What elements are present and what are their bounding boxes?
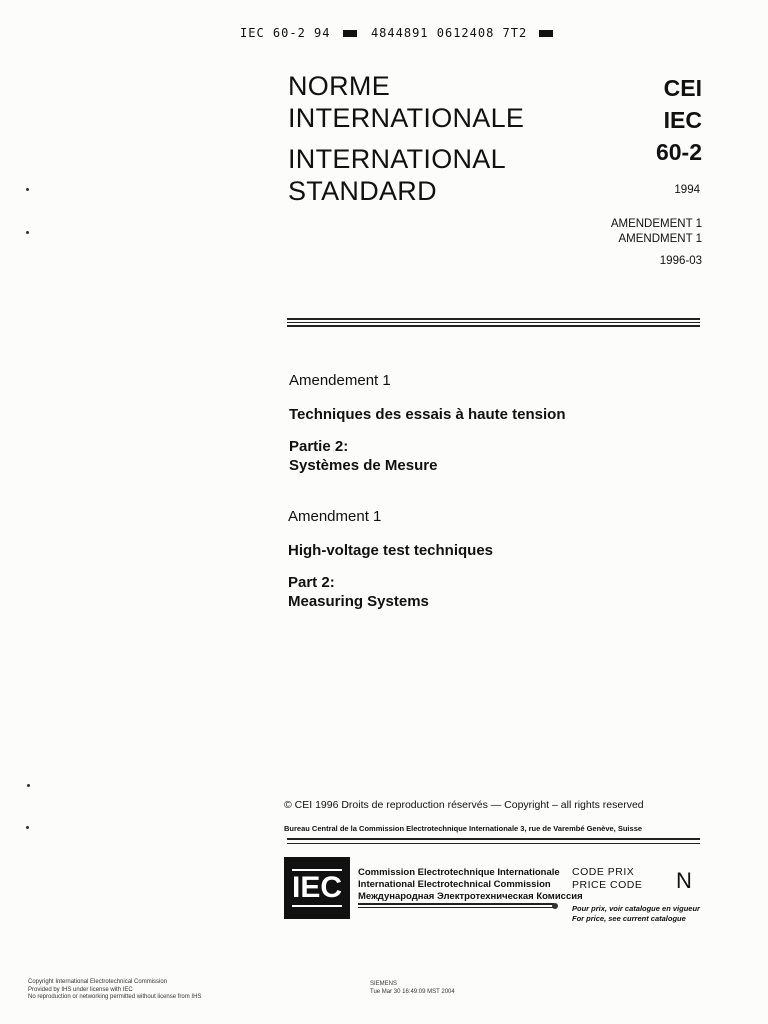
bullet-icon	[552, 903, 558, 909]
scan-block-mark	[539, 30, 553, 37]
footer-siemens: SIEMENS	[370, 981, 398, 987]
title-en-line1: INTERNATIONAL	[288, 144, 506, 174]
title-fr-line2: INTERNATIONALE	[288, 103, 525, 133]
divider-rule	[287, 318, 700, 320]
cei-label: CEI	[663, 75, 702, 101]
price-note-fr: Pour prix, voir catalogue en vigueur	[572, 904, 700, 913]
en-subtitle: Measuring Systems	[288, 593, 429, 610]
price-label-fr: CODE PRIX	[572, 866, 635, 878]
en-part-label: Part 2:	[288, 574, 335, 591]
bureau-address: Bureau Central de la Commission Electrotechnique Internationale 3, rue de Varembé Genève, Suisse	[284, 824, 643, 833]
price-note-en: For price, see current catalogue	[572, 914, 686, 923]
commission-ru: Международная Электротехническая Комиссия	[358, 891, 583, 902]
amendment-fr: AMENDEMENT 1	[610, 218, 702, 230]
price-code-value: N	[676, 868, 692, 893]
fr-subtitle: Systèmes de Mesure	[289, 457, 438, 474]
price-label-en: PRICE CODE	[572, 879, 643, 891]
designation-block	[656, 72, 702, 168]
footer-line3: No reproduction or networking permitted without license from IHS	[28, 994, 202, 1000]
footer-timestamp: Tue Mar 30 16:49:09 MST 2004	[370, 988, 455, 995]
commission-en: International Electrotechnical Commission	[358, 879, 551, 890]
scan-header-code: 4844891 0612408 7T2	[370, 26, 528, 40]
en-title: High-voltage test techniques	[288, 542, 494, 559]
en-amendment-label: Amendment 1	[288, 508, 382, 525]
commission-names	[358, 867, 583, 903]
iec-label: IEC	[663, 107, 702, 133]
iec-logo: IEC	[284, 857, 350, 919]
en-part	[288, 573, 429, 611]
fr-amendment-label: Amendement 1	[289, 372, 391, 389]
standard-year: 1994	[674, 184, 700, 196]
fr-part	[289, 437, 437, 475]
title-en-line2: STANDARD	[288, 176, 437, 206]
footer-stamp	[370, 981, 455, 996]
divider-rule	[287, 325, 700, 327]
amendment-en: AMENDMENT 1	[618, 233, 702, 245]
commission-rule	[358, 907, 554, 908]
footer-license	[28, 979, 201, 1002]
scan-speck	[26, 188, 29, 191]
price-code-labels	[572, 866, 642, 892]
standard-number: 60-2	[655, 139, 702, 165]
scan-block-mark	[343, 30, 357, 37]
scan-header	[240, 26, 559, 40]
scan-speck	[26, 231, 29, 234]
amendment-date: 1996-03	[659, 255, 702, 267]
divider-rule	[287, 838, 700, 840]
scan-speck	[27, 784, 30, 787]
copyright-line: © CEI 1996 Droits de reproduction réservés — Copyright – all rights reserved	[284, 799, 644, 811]
fr-title: Techniques des essais à haute tension	[289, 406, 566, 423]
commission-fr: Commission Electrotechnique Internationale	[358, 867, 560, 878]
footer-line2: Provided by IHS under license with IEC	[28, 986, 133, 993]
scan-speck	[26, 826, 29, 829]
title-fr-line1: NORME	[288, 71, 390, 101]
commission-rule	[358, 903, 554, 905]
title-english	[288, 143, 506, 207]
footer-line1: Copyright International Electrotechnical Commission	[28, 979, 168, 985]
fr-part-label: Partie 2:	[289, 438, 349, 455]
price-notes	[572, 904, 700, 924]
amendment-block	[611, 217, 702, 247]
divider-rule	[287, 322, 700, 323]
title-french	[288, 70, 524, 134]
scan-header-ref: IEC 60-2 94	[240, 26, 331, 40]
divider-rule	[287, 843, 700, 844]
